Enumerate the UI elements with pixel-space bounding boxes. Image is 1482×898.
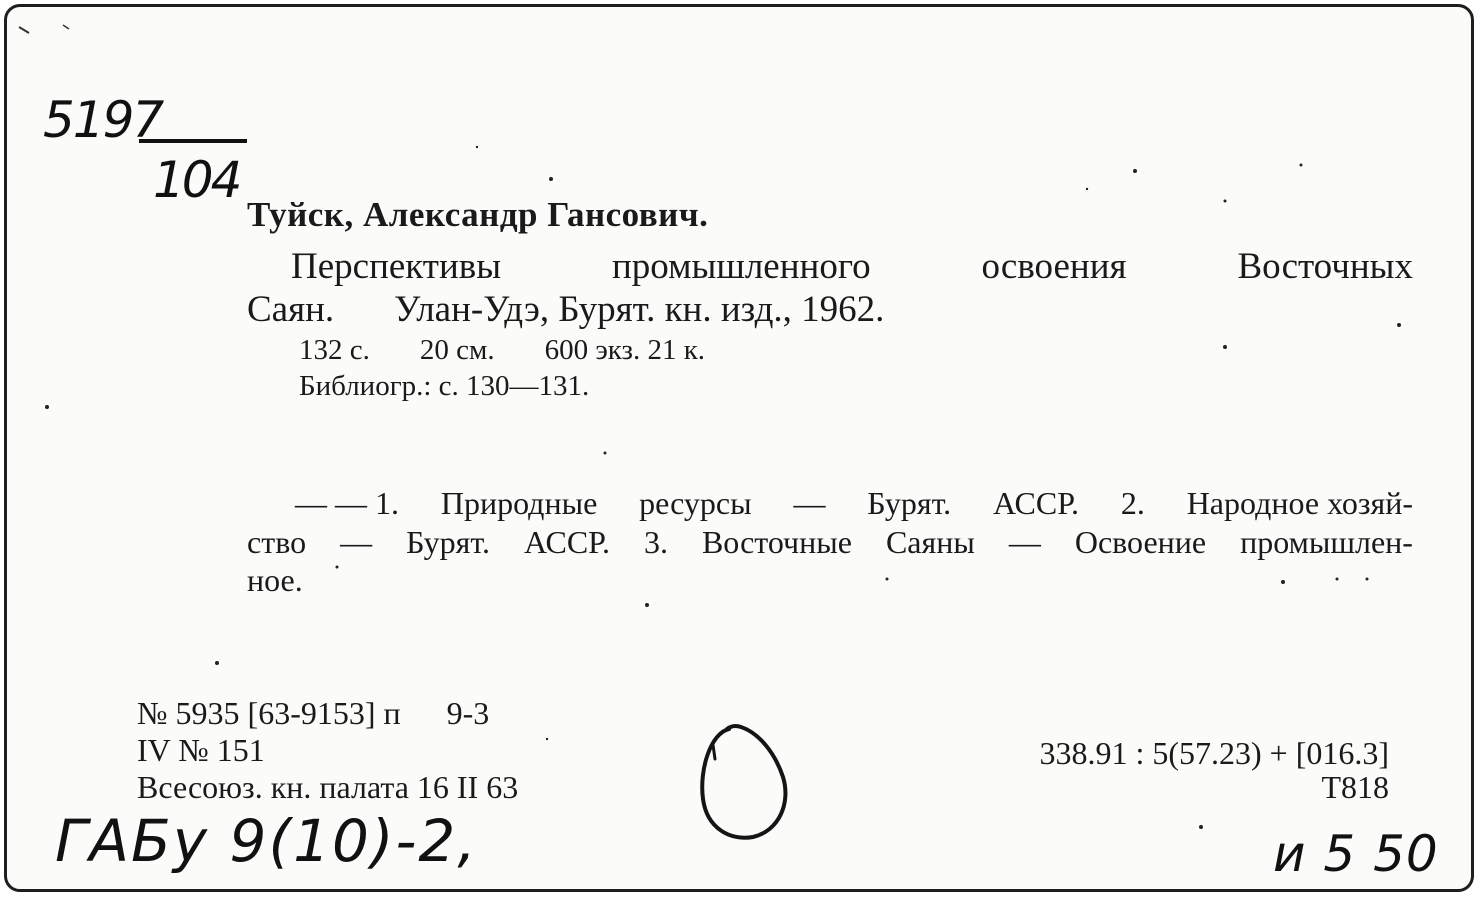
- imprint: Улан-Удэ, Бурят. кн. изд., 1962.: [394, 289, 885, 330]
- subject-word: Саяны: [885, 524, 975, 560]
- subject-word: АССР.: [993, 485, 1079, 521]
- handwritten-classification: ГАБу 9(10)-2,: [55, 807, 478, 875]
- registration-number: [137, 695, 489, 732]
- reg-number: № 5935 [63-9153] п: [137, 695, 401, 731]
- shelf-fraction-rule: [139, 139, 247, 143]
- title-word: освоения: [981, 246, 1127, 287]
- reg-code: 9-3: [446, 695, 490, 731]
- udc-classification: 338.91 : 5(57.23) + [016.3]: [1039, 735, 1389, 771]
- subject-line: [295, 485, 1413, 522]
- subject-word: 2.: [1120, 485, 1145, 521]
- subject-word: АССР.: [523, 524, 610, 560]
- bibliography-note: Библиогр.: с. 130—131.: [299, 370, 590, 402]
- shelf-sub-handwritten: 104: [153, 151, 240, 209]
- size: 20 см.: [419, 334, 495, 366]
- title-imprint-line: [247, 288, 884, 331]
- pages: 132 с.: [299, 334, 370, 366]
- physical-description: [299, 334, 705, 367]
- shelf-number-handwritten: 5197: [43, 91, 163, 149]
- subject-word: —: [793, 485, 826, 521]
- handwritten-inventory: и 5 50: [1273, 825, 1439, 883]
- author-heading: Туйск, Александр Гансович.: [247, 195, 709, 234]
- subject-word: —: [340, 524, 373, 560]
- hole-circle-mark: [691, 719, 801, 849]
- title-line: [291, 245, 1413, 288]
- subject-word: Восточные: [701, 524, 852, 560]
- title-end: Саян.: [247, 289, 335, 330]
- subject-word: Природные: [440, 485, 598, 521]
- chamber-line: Всесоюз. кн. палата 16 II 63: [137, 769, 519, 805]
- subject-word: Освоение: [1074, 524, 1207, 560]
- author-sign: Т818: [1321, 769, 1389, 805]
- subject-word: ство: [247, 524, 307, 560]
- title-word: промышленного: [611, 246, 871, 287]
- subject-word: Бурят.: [867, 485, 952, 521]
- subject-word: промышлен-: [1240, 524, 1413, 560]
- catalog-card: [4, 4, 1474, 892]
- title-word: Перспективы: [291, 246, 502, 287]
- subject-word: ресурсы: [639, 485, 752, 521]
- copies-price: 600 экз. 21 к.: [544, 334, 706, 366]
- subject-line-end: ное.: [247, 562, 303, 598]
- subject-word: — — 1.: [295, 485, 399, 521]
- subject-word: 3.: [643, 524, 668, 560]
- subject-word: Бурят.: [406, 524, 490, 560]
- subject-word: Народное хозяй-: [1186, 485, 1413, 521]
- title-word: Восточных: [1237, 246, 1413, 287]
- subject-word: —: [1008, 524, 1041, 560]
- register-line: IV № 151: [137, 732, 265, 768]
- subject-line: [247, 524, 1413, 561]
